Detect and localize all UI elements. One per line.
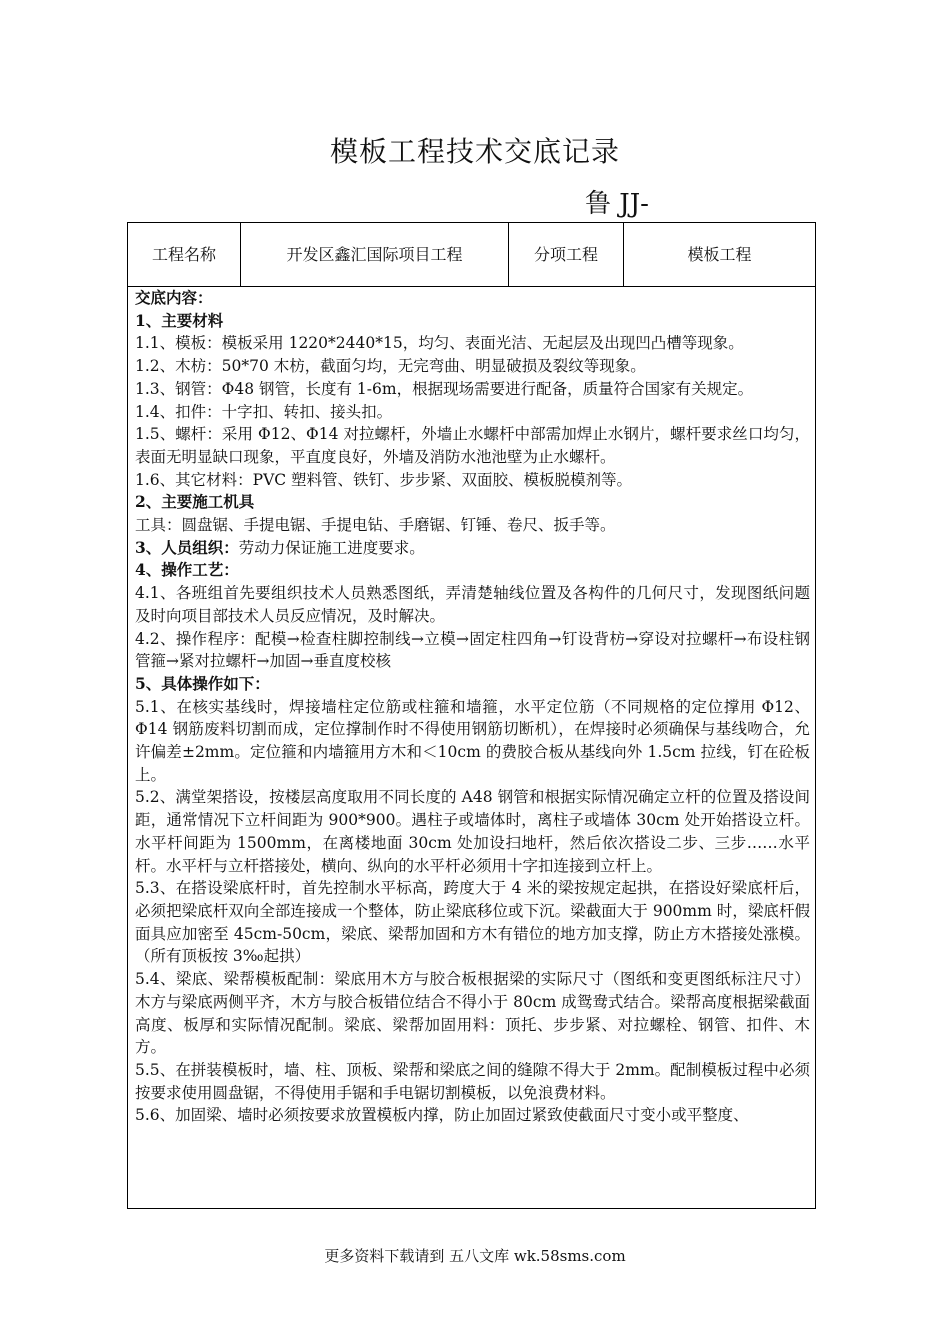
- section-heading: [135, 537, 810, 560]
- paragraph-text: 交底内容：: [135, 288, 213, 307]
- content-paragraph: [135, 582, 810, 627]
- paragraph-text: 4.1、各班组首先要组织技术人员熟悉图纸，弄清楚轴线位置及各构件的几何尺寸，发现图纸问题及时向项目部技术人员反应情况，及时解决。: [135, 584, 810, 625]
- content-paragraph: [135, 332, 810, 355]
- section-heading: [135, 287, 810, 310]
- paragraph-text: 1.4、扣件：十字扣、转扣、接头扣。: [135, 402, 393, 421]
- paragraph-text: 5.3、在搭设梁底杆时，首先控制水平标高，跨度大于 4 米的梁按规定起拱，在搭设好梁底杆后，必须把梁底杆双向全部连接成一个整体，防止梁底移位或下沉。梁截面大于 900mm 时，梁底杆假面具应加密至 45cm-50cm，梁底、梁帮加固和方木有错位的地方加支撑，防止方木搭接处涨模。（所有顶板按 3‰起拱）: [135, 879, 810, 966]
- section-heading: [135, 559, 810, 582]
- paragraph-text: 1.3、钢管：Φ48 钢管，长度有 1-6m，根据现场需要进行配备，质量符合国家有关规定。: [135, 379, 754, 398]
- paragraph-text: 1、主要材料: [135, 310, 224, 330]
- document-number: 鲁 JJ-: [585, 189, 649, 219]
- paragraph-text: 1.2、木枋：50*70 木枋，截面匀均，无完弯曲、明显破损及裂纹等现象。: [135, 357, 646, 376]
- paragraph-tail-text: 劳动力保证施工进度要求。: [238, 538, 425, 557]
- project-name-label: 工程名称: [128, 223, 241, 286]
- content-paragraph: [135, 628, 810, 673]
- sub-project-label: 分项工程: [509, 223, 624, 286]
- section-heading: [135, 673, 810, 696]
- content-paragraph: [135, 877, 810, 968]
- table-header-row: [128, 223, 815, 287]
- sub-project-value: 模板工程: [687, 245, 752, 264]
- content-paragraph: [135, 696, 810, 787]
- content-paragraph: [135, 1104, 810, 1127]
- project-name-value: 开发区鑫汇国际项目工程: [241, 223, 509, 286]
- paragraph-text: 3、人员组织：: [135, 537, 239, 557]
- disclosure-table: [127, 222, 816, 1209]
- paragraph-text: 工具：圆盘锯、手提电锯、手提电钻、手磨锯、钉锤、卷尺、扳手等。: [135, 516, 616, 535]
- paragraph-text: 5.4、梁底、梁帮模板配制：梁底用木方与胶合板根据梁的实际尺寸（图纸和变更图纸标注尺寸）木方与梁底两侧平齐，木方与胶合板错位结合不得小于 80cm 成鸳鸯式结合。梁帮高度根据梁截面高度、板厚和实际情况配制。梁底、梁帮加固用料：顶托、步步紧、对拉螺栓、钢管、扣件、木方。: [135, 970, 810, 1057]
- paragraph-text: 4、操作工艺：: [135, 560, 239, 580]
- content-paragraph: [135, 786, 810, 877]
- content-paragraph: [135, 968, 810, 1059]
- paragraph-text: 5、具体操作如下：: [135, 673, 270, 693]
- paragraph-text: 1.1、模板：模板采用 1220*2440*15，均匀、表面光洁、无起层及出现凹凸槽等现象。: [135, 334, 744, 353]
- content-paragraph: [135, 378, 810, 401]
- paragraph-text: 1.5、螺杆：采用 Φ12、Φ14 对拉螺杆，外墙止水螺杆中部需加焊止水钢片，螺杆要求丝口均匀，表面无明显缺口现象，平直度良好，外墙及消防水池池壁为止水螺杆。: [135, 425, 810, 466]
- content-paragraph: [135, 423, 810, 468]
- paragraph-text: 5.5、在拼装模板时，墙、柱、顶板、梁帮和梁底之间的缝隙不得大于 2mm。配制模板过程中必须按要求使用圆盘锯，不得使用手锯和手电锯切割模板，以免浪费材料。: [135, 1060, 810, 1102]
- paragraph-text: 4.2、操作程序：配模→检查柱脚控制线→立模→固定柱四角→钉设背枋→穿设对拉螺杆→布设柱钢管箍→紧对拉螺杆→加固→垂直度校核: [135, 629, 810, 671]
- paragraph-text: 5.2、满堂架搭设，按楼层高度取用不同长度的 A48 钢管和根据实际情况确定立杆的位置及搭设间距，通常情况下立杆间距为 900*900。遇柱子或墙体时，离柱子或墙体 30cm 处开始搭设立杆。水平杆间距为 1500mm，在离楼地面 30cm 处加设扫地杆，然后依次搭设二步、三步……水平杆。水平杆与立杆搭接处，横向、纵向的水平杆必须用十字扣连接到立杆上。: [135, 788, 810, 875]
- paragraph-text: 5.1、在核实基线时，焊接墙柱定位筋或柱箍和墙箍，水平定位筋（不同规格的定位撑用 Φ12、Φ14 钢筋废料切割而成，定位撑制作时不得使用钢筋切断机），在焊接时必须确保与基线吻合，允许偏差±2mm。定位箍和内墙箍用方木和＜10cm 的费胶合板从基线向外 1.5cm 拉线，钉在砼板上。: [135, 697, 810, 784]
- content-paragraph: [135, 401, 810, 424]
- paragraph-text: 1.6、其它材料：PVC 塑料管、铁钉、步步紧、双面胶、模板脱模剂等。: [135, 470, 633, 489]
- content-paragraph: [135, 355, 810, 378]
- content-paragraph: [135, 469, 810, 492]
- content-paragraph: [135, 1059, 810, 1104]
- paragraph-text: 5.6、加固梁、墙时必须按要求放置模板内撑，防止加固过紧致使截面尺寸变小或平整度、: [135, 1106, 749, 1125]
- document-title: 模板工程技术交底记录: [329, 135, 620, 168]
- section-heading: [135, 310, 810, 333]
- footer-note: 更多资料下载请到 五八文库 wk.58sms.com: [324, 1247, 626, 1265]
- section-heading: [135, 491, 810, 514]
- content-paragraph: [135, 514, 810, 537]
- disclosure-content: [135, 287, 810, 1127]
- paragraph-text: 2、主要施工机具: [135, 492, 255, 512]
